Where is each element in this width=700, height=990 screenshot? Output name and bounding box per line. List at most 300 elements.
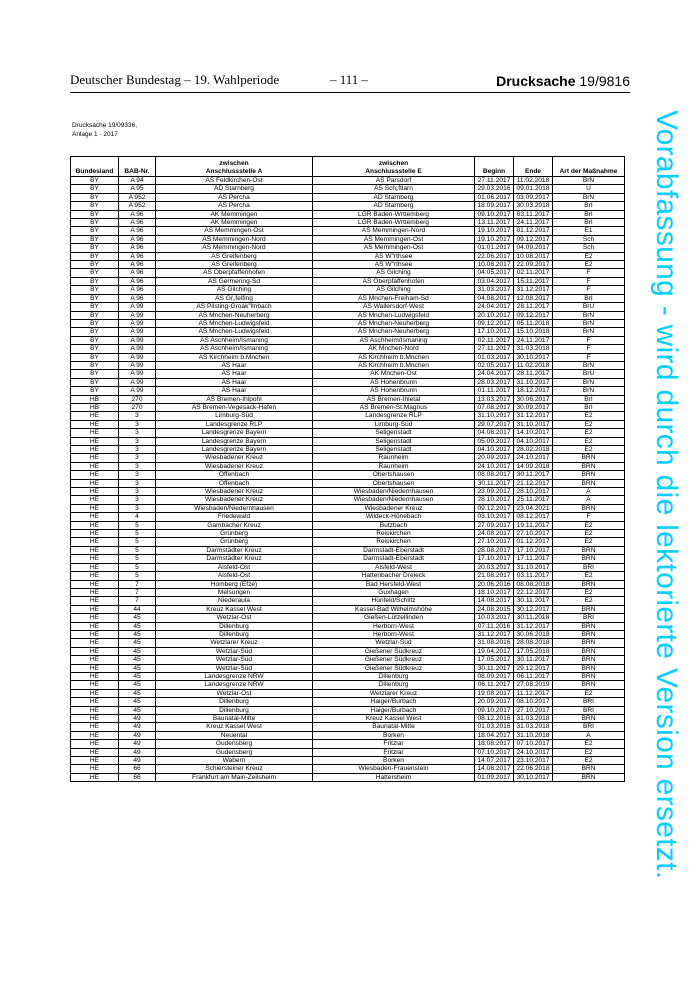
cell-anschlussstelle-a: Homberg (Efze) [156,580,313,588]
table-row [71,420,625,428]
cell-beginn: 01.11.2017 [475,387,514,395]
cell-ende: 30.10.2017 [514,353,553,361]
cell-beginn: 31.12.2017 [475,630,514,638]
cell-bundesland: HE [71,605,119,613]
cell-ende: 17.05.2018 [514,647,553,655]
cell-bab-nr: A 96 [119,227,156,235]
table-row [71,597,625,605]
cell-bundesland: BY [71,353,119,361]
cell-art-der-massnahme: BrI [553,395,625,403]
cell-bab-nr: 3 [119,429,156,437]
cell-art-der-massnahme: E2 [553,757,625,765]
cell-anschlussstelle-e: AK Mnchen-Ost [313,370,475,378]
cell-art-der-massnahme: Sch [553,244,625,252]
cell-bundesland: BY [71,345,119,353]
cell-bab-nr: A 96 [119,219,156,227]
cell-art-der-massnahme: F [553,513,625,521]
cell-art-der-massnahme: U [553,185,625,193]
cell-anschlussstelle-a: AD Starnberg [156,185,313,193]
cell-ende: 30.03.2018 [514,202,553,210]
cell-ende: 31.10.2017 [514,563,553,571]
cell-beginn: 14.08.2017 [475,765,514,773]
cell-anschlussstelle-a: AS Greifenberg [156,252,313,260]
cell-beginn: 19.08.2017 [475,689,514,697]
cell-bab-nr: A 96 [119,261,156,269]
cell-beginn: 14.07.2017 [475,757,514,765]
cell-anschlussstelle-e: Wetzlarer Kreuz [313,689,475,697]
cell-anschlussstelle-e: Gießen-Lützellinden [313,614,475,622]
cell-anschlussstelle-a: Grünberg [156,538,313,546]
cell-bab-nr: 7 [119,597,156,605]
cell-bab-nr: 3 [119,454,156,462]
cell-ende: 02.11.2017 [514,269,553,277]
table-row [71,614,625,622]
cell-anschlussstelle-a: AK Memmingen [156,219,313,227]
cell-bundesland: BY [71,261,119,269]
cell-anschlussstelle-a: AS Mnchen-Ludwigsfeld [156,319,313,327]
cell-anschlussstelle-a: Darmstädter Kreuz [156,546,313,554]
cell-art-der-massnahme: BRN [553,630,625,638]
cell-beginn: 27.09.2017 [475,521,514,529]
cell-beginn: 04.08.2017 [475,429,514,437]
cell-bab-nr: 3 [119,496,156,504]
cell-anschlussstelle-a: Dillenburg [156,698,313,706]
cell-bundesland: BY [71,361,119,369]
cell-art-der-massnahme: E2 [553,740,625,748]
cell-anschlussstelle-a: AS Percha [156,202,313,210]
cell-anschlussstelle-a: AS Kirchheim b.Mnchen [156,353,313,361]
cell-art-der-massnahme: F [553,345,625,353]
table-row [71,588,625,596]
cell-ende: 31.03.2018 [514,723,553,731]
cell-ende: 06.11.2017 [514,672,553,680]
table-row [71,412,625,420]
cell-art-der-massnahme: BRI [553,698,625,706]
cell-art-der-massnahme: E2 [553,261,625,269]
cell-bundesland: HE [71,672,119,680]
cell-anschlussstelle-e: Baunatal-Mitte [313,723,475,731]
cell-art-der-massnahme: E2 [553,429,625,437]
cell-bundesland: BY [71,177,119,185]
cell-ende: 22.09.2017 [514,261,553,269]
cell-bab-nr: A 952 [119,193,156,201]
cell-ende: 31.10.2017 [514,378,553,386]
cell-bab-nr: 45 [119,647,156,655]
table-row [71,698,625,706]
cell-anschlussstelle-a: AK Memmingen [156,210,313,218]
cell-anschlussstelle-e: Gießener Südkreuz [313,664,475,672]
cell-anschlussstelle-e: Reiskirchen [313,538,475,546]
table-row [71,715,625,723]
table-row [71,429,625,437]
cell-anschlussstelle-a: AS Aschheim/Ismaning [156,336,313,344]
cell-art-der-massnahme: BRN [553,647,625,655]
document-number [496,73,630,89]
cell-bab-nr: A 99 [119,319,156,327]
table-row [71,261,625,269]
cell-anschlussstelle-e: Seligenstadt [313,437,475,445]
cell-bundesland: BY [71,387,119,395]
cell-bab-nr: A 99 [119,361,156,369]
cell-anschlussstelle-e: AS Oberpfaffenhofen [313,277,475,285]
cell-bundesland: HE [71,681,119,689]
cell-anschlussstelle-e: AS Wallersdorf-West [313,303,475,311]
cell-ende: 15.10.2018 [514,328,553,336]
cell-anschlussstelle-a: Baunatal-Mitte [156,715,313,723]
cell-beginn: 07.11.2016 [475,622,514,630]
cell-anschlussstelle-e: AS Gilching [313,269,475,277]
cell-bab-nr: 45 [119,630,156,638]
cell-bundesland: HE [71,765,119,773]
cell-anschlussstelle-e: AK Mnchen-Nord [313,345,475,353]
draft-notice: Vorabfassung - wird durch die lektorierte Version ersetzt. [650,110,683,880]
cell-art-der-massnahme: E1 [553,227,625,235]
table-row [71,681,625,689]
cell-ende: 27.10.2017 [514,530,553,538]
cell-art-der-massnahme: A [553,496,625,504]
table-row [71,387,625,395]
cell-art-der-massnahme: F [553,277,625,285]
cell-anschlussstelle-e: Borken [313,731,475,739]
table-row [71,488,625,496]
table-row [71,353,625,361]
cell-anschlussstelle-e: Kassel-Bad Wilhelmshöhe [313,605,475,613]
cell-ende: 03.09.2017 [514,193,553,201]
cell-ende: 14.09.2018 [514,462,553,470]
cell-beginn: 22.06.2017 [475,252,514,260]
table-row [71,219,625,227]
table-row [71,336,625,344]
cell-anschlussstelle-e: AS Hohenbrunn [313,387,475,395]
cell-anschlussstelle-e: Fritzlar [313,748,475,756]
table-row [71,395,625,403]
table-row [71,454,625,462]
cell-bundesland: HE [71,521,119,529]
cell-bab-nr: 4 [119,513,156,521]
cell-bab-nr: 45 [119,656,156,664]
cell-bundesland: HE [71,513,119,521]
table-row [71,370,625,378]
cell-ende: 07.10.2017 [514,740,553,748]
table-row [71,664,625,672]
cell-bab-nr: 3 [119,462,156,470]
cell-bab-nr: A 99 [119,311,156,319]
cell-anschlussstelle-a: AS Haar [156,370,313,378]
cell-anschlussstelle-e: LGR Baden-Wrttemberg [313,219,475,227]
table-row [71,748,625,756]
meta-reference: Drucksache 19/09336, [72,122,138,129]
cell-anschlussstelle-a: Friedewald [156,513,313,521]
cell-bundesland: BY [71,328,119,336]
table-row [71,765,625,773]
cell-anschlussstelle-a: AS Memmingen-Ost [156,227,313,235]
cell-beginn: 21.08.2017 [475,572,514,580]
cell-art-der-massnahme: BRN [553,672,625,680]
cell-ende: 01.12.2017 [514,227,553,235]
cell-bab-nr: 5 [119,563,156,571]
cell-beginn: 13.11.2017 [475,219,514,227]
cell-bab-nr: 45 [119,622,156,630]
cell-bab-nr: 45 [119,664,156,672]
cell-anschlussstelle-e: AS Sch„ftlarn [313,185,475,193]
cell-bab-nr: 7 [119,588,156,596]
table-row [71,672,625,680]
cell-anschlussstelle-e: Seligenstadt [313,446,475,454]
cell-ende: 31.03.2018 [514,715,553,723]
cell-anschlussstelle-a: Gudensberg [156,748,313,756]
cell-bundesland: BY [71,202,119,210]
cell-bundesland: HE [71,748,119,756]
cell-anschlussstelle-e: Obertshausen [313,471,475,479]
cell-bab-nr: 45 [119,706,156,714]
cell-art-der-massnahme: BrN [553,193,625,201]
cell-art-der-massnahme: E2 [553,252,625,260]
cell-anschlussstelle-e: Hattenbacher Dreieck [313,572,475,580]
cell-beginn: 04.10.2017 [475,446,514,454]
cell-beginn: 04.08.2017 [475,294,514,302]
cell-art-der-massnahme: BRN [553,555,625,563]
cell-bundesland: HE [71,689,119,697]
cell-bundesland: HE [71,647,119,655]
cell-ende: 09.01.2018 [514,185,553,193]
cell-ende: 31.10.2017 [514,420,553,428]
cell-bab-nr: 66 [119,773,156,781]
cell-bundesland: HE [71,630,119,638]
cell-ende: 08.10.2017 [514,698,553,706]
cell-art-der-massnahme: BrU [553,303,625,311]
table-row [71,345,625,353]
cell-anschlussstelle-e: Raunheim [313,462,475,470]
cell-ende: 23.10.2017 [514,757,553,765]
table-row [71,286,625,294]
cell-beginn: 01.03.2017 [475,353,514,361]
table-row [71,378,625,386]
cell-art-der-massnahme: BRN [553,462,625,470]
cell-art-der-massnahme: E2 [553,420,625,428]
cell-anschlussstelle-a: Gudensberg [156,740,313,748]
cell-ende: 24.10.2017 [514,748,553,756]
cell-bundesland: HE [71,715,119,723]
cell-beginn: 24.08.2017 [475,530,514,538]
cell-ende: 28.08.2018 [514,639,553,647]
cell-beginn: 24.08.2015 [475,605,514,613]
cell-bab-nr: 3 [119,437,156,445]
cell-ende: 08.08.2018 [514,580,553,588]
cell-bab-nr: 270 [119,395,156,403]
cell-anschlussstelle-e: LGR Baden-Wrttemberg [313,210,475,218]
cell-ende: 30.12.2017 [514,605,553,613]
cell-bab-nr: A 99 [119,378,156,386]
cell-art-der-massnahme: F [553,269,625,277]
cell-bab-nr: 3 [119,420,156,428]
table-row [71,462,625,470]
table-row [71,538,625,546]
cell-anschlussstelle-e: AS Mnchen-Neuherberg [313,319,475,327]
cell-art-der-massnahme: Sch [553,235,625,243]
table-row [71,563,625,571]
cell-anschlussstelle-e: Alsfeld-West [313,563,475,571]
cell-anschlussstelle-a: AS Haar [156,361,313,369]
cell-art-der-massnahme: F [553,336,625,344]
cell-beginn: 18.10.2017 [475,588,514,596]
cell-art-der-massnahme: BRN [553,546,625,554]
cell-anschlussstelle-e: AD Starnberg [313,202,475,210]
cell-bab-nr: A 96 [119,286,156,294]
cell-bab-nr: A 952 [119,202,156,210]
cell-art-der-massnahme: BRN [553,580,625,588]
cell-ende: 22.12.2017 [514,588,553,596]
cell-ende: 28.11.2017 [514,303,553,311]
cell-anschlussstelle-a: Kreuz Kassel West [156,723,313,731]
table-row [71,530,625,538]
cell-anschlussstelle-a: AS Haar [156,378,313,386]
table-row [71,319,625,327]
table-row [71,555,625,563]
cell-anschlussstelle-a: AS Feldkirchen-Ost [156,177,313,185]
cell-art-der-massnahme: BRN [553,664,625,672]
cell-beginn: 20.06.2016 [475,580,514,588]
cell-bab-nr: 45 [119,681,156,689]
cell-bab-nr: 45 [119,698,156,706]
cell-ende: 31.12.2017 [514,286,553,294]
cell-beginn: 09.10.2017 [475,210,514,218]
cell-art-der-massnahme: BRN [553,656,625,664]
cell-beginn: 10.08.2017 [475,261,514,269]
cell-anschlussstelle-a: AS Mnchen-Ludwigsfeld [156,328,313,336]
cell-anschlussstelle-a: Landesgrenze Bayern [156,437,313,445]
cell-beginn: 27.11.2017 [475,177,514,185]
table-row [71,731,625,739]
cell-anschlussstelle-e: Guxhagen [313,588,475,596]
cell-ende: 30.11.2017 [514,656,553,664]
cell-beginn: 02.11.2017 [475,336,514,344]
cell-ende: 19.11.2017 [514,521,553,529]
cell-anschlussstelle-a: Wetzlar-Ost [156,689,313,697]
cell-anschlussstelle-a: Wabern [156,757,313,765]
cell-ende: 27.10.2017 [514,706,553,714]
cell-anschlussstelle-e: AS Kirchheim b.Mnchen [313,353,475,361]
cell-bab-nr: A 95 [119,185,156,193]
cell-art-der-massnahme: BRI [553,614,625,622]
cell-beginn: 24.04.2017 [475,370,514,378]
table-row [71,177,625,185]
cell-beginn: 01.06.2017 [475,193,514,201]
doc-number: 19/9816 [579,73,630,89]
cell-ende: 31.03.2018 [514,345,553,353]
cell-beginn: 18.04.2017 [475,731,514,739]
column-header-bab-nr: BAB-Nr. [119,157,156,177]
table-row [71,546,625,554]
cell-anschlussstelle-a: Wiesbadener Kreuz [156,488,313,496]
cell-bab-nr: 5 [119,521,156,529]
cell-bundesland: HE [71,731,119,739]
cell-bundesland: BY [71,336,119,344]
cell-art-der-massnahme: BRN [553,639,625,647]
cell-ende: 30.11.2017 [514,597,553,605]
cell-art-der-massnahme: BRI [553,723,625,731]
cell-bundesland: BY [71,303,119,311]
cell-anschlussstelle-a: AS Percha [156,193,313,201]
cell-bundesland: HE [71,639,119,647]
cell-beginn: 18.09.2017 [475,202,514,210]
cell-ende: 10.08.2017 [514,252,553,260]
cell-anschlussstelle-a: AS Aschheim/Ismaning [156,345,313,353]
cell-bundesland: HE [71,454,119,462]
cell-beginn: 30.11.2017 [475,479,514,487]
cell-ende: 21.12.2017 [514,479,553,487]
cell-anschlussstelle-a: Gambacher Kreuz [156,521,313,529]
cell-bundesland: HE [71,555,119,563]
cell-bundesland: HE [71,614,119,622]
cell-ende: 30.06.2017 [514,395,553,403]
cell-art-der-massnahme: BRN [553,471,625,479]
cell-anschlussstelle-e: Herborn-West [313,630,475,638]
cell-bundesland: BY [71,294,119,302]
table-row [71,689,625,697]
cell-art-der-massnahme: E2 [553,572,625,580]
cell-bundesland: HE [71,622,119,630]
cell-art-der-massnahme: BRN [553,773,625,781]
cell-anschlussstelle-e: AS W"rthsee [313,252,475,260]
cell-bab-nr: 49 [119,715,156,723]
page-header [70,70,630,93]
cell-art-der-massnahme: BrN [553,328,625,336]
cell-bundesland: HE [71,740,119,748]
table-row [71,403,625,411]
cell-anschlussstelle-a: Neuental [156,731,313,739]
cell-art-der-massnahme: BRN [553,622,625,630]
cell-beginn: 03.10.2017 [475,513,514,521]
cell-bundesland: HB [71,395,119,403]
cell-bab-nr: 49 [119,748,156,756]
cell-ende: 18.12.2017 [514,387,553,395]
cell-ende: 27.08.2019 [514,681,553,689]
cell-anschlussstelle-e: Wiesbaden/Niedernhausen [313,488,475,496]
cell-anschlussstelle-a: Wetzlar-Süd [156,656,313,664]
cell-bundesland: HE [71,446,119,454]
cell-bab-nr: A 99 [119,387,156,395]
cell-anschlussstelle-e: AS Parsdorf [313,177,475,185]
cell-ende: 30.11.2018 [514,614,553,622]
table-body [71,177,625,782]
cell-bab-nr: A 99 [119,336,156,344]
cell-bab-nr: 3 [119,446,156,454]
cell-art-der-massnahme: BRN [553,479,625,487]
cell-beginn: 04.05.2017 [475,269,514,277]
table-row [71,193,625,201]
cell-art-der-massnahme: BrI [553,294,625,302]
cell-bab-nr: 45 [119,639,156,647]
cell-bab-nr: A 99 [119,303,156,311]
cell-anschlussstelle-e: AD Starnberg [313,193,475,201]
cell-beginn: 17.05.2017 [475,656,514,664]
table-row [71,303,625,311]
cell-ende: 11.02.2018 [514,177,553,185]
cell-bundesland: BY [71,185,119,193]
cell-bab-nr: A 96 [119,252,156,260]
cell-anschlussstelle-a: Niederaula [156,597,313,605]
cell-art-der-massnahme: BrN [553,311,625,319]
table-row [71,185,625,193]
cell-ende: 30.09.2017 [514,403,553,411]
cell-bundesland: HE [71,546,119,554]
cell-beginn: 24.04.2017 [475,303,514,311]
cell-bundesland: HB [71,403,119,411]
cell-beginn: 08.08.2017 [475,471,514,479]
cell-anschlussstelle-e: Reiskirchen [313,530,475,538]
cell-anschlussstelle-e: Landesgrenze RLP [313,412,475,420]
cell-bab-nr: 5 [119,538,156,546]
